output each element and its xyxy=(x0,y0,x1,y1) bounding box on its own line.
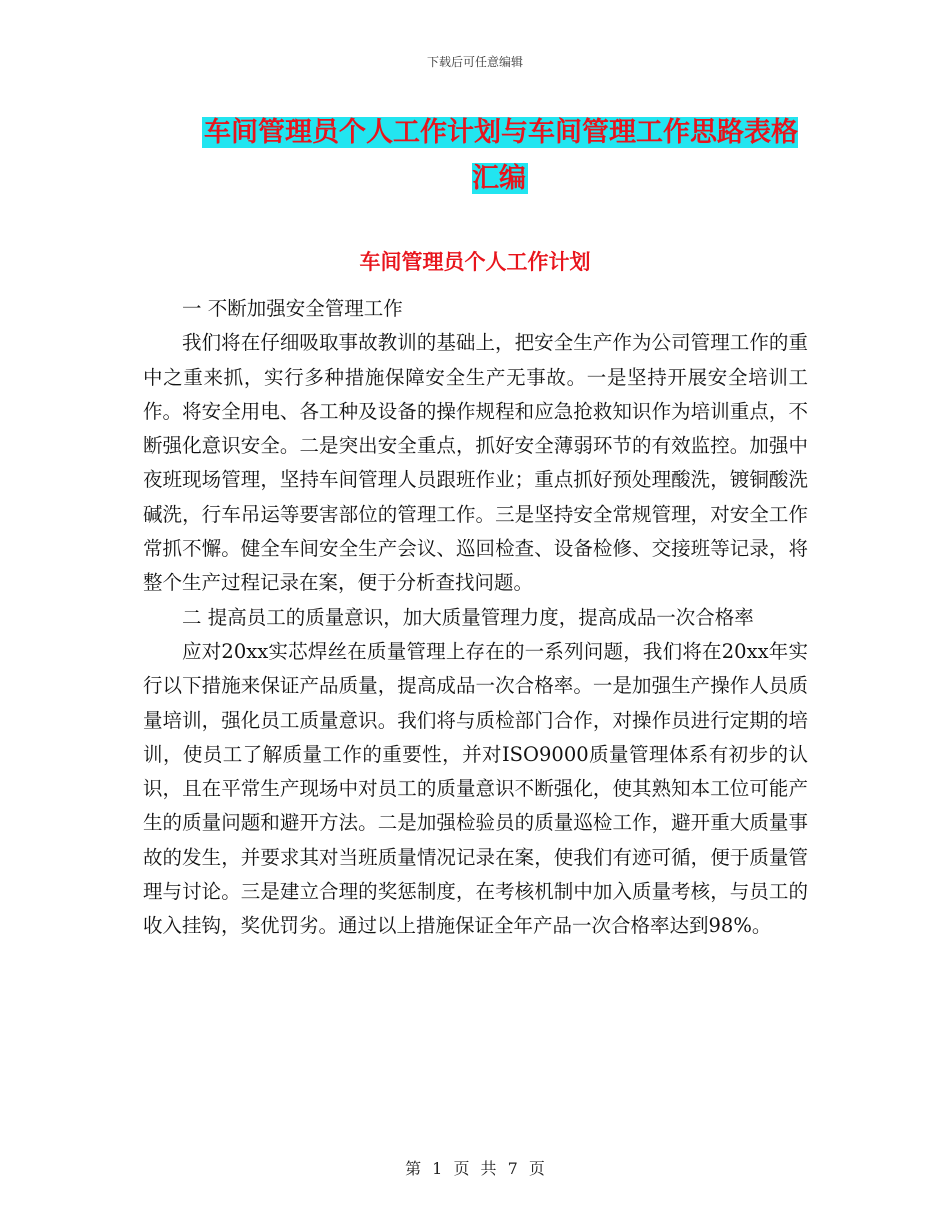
paragraph-safety-measures: 我们将在仔细吸取事故教训的基础上，把安全生产作为公司管理工作的重中之重来抓，实行多种措施保障安全生产无事故。一是坚持开展安全培训工作。将安全用电、各工种及设备的操作规程和应急抢救知识作为培训重点，不断强化意识安全。二是突出安全重点，抓好安全薄弱环节的有效监控。加强中夜班现场管理，坚持车间管理人员跟班作业；重点抓好预处理酸洗，镀铜酸洗碱洗，行车吊运等要害部位的管理工作。三是坚持安全常规管理，对安全工作常抓不懈。健全车间安全生产会议、巡回检查、设备检修、交接班等记录，将整个生产过程记录在案，便于分析查找问题。 xyxy=(143,331,808,595)
document-title xyxy=(190,110,810,202)
heading-safety-management: 一 不断加强安全管理工作 xyxy=(182,297,403,320)
document-body xyxy=(143,292,808,944)
header-note: 下载后可任意编辑 xyxy=(426,55,523,69)
page-number-footer: 第 1 页 共 7 页 xyxy=(405,1159,545,1178)
heading-quality-awareness: 二 提高员工的质量意识，加大质量管理力度，提高成品一次合格率 xyxy=(182,605,754,629)
document-title-text: 车间管理员个人工作计划与车间管理工作思路表格汇编 xyxy=(204,117,798,194)
paragraph-quality-measures: 应对20xx实芯焊丝在质量管理上存在的一系列问题，我们将在20xx年实行以下措施来保证产品质量，提高成品一次合格率。一是加强生产操作人员质量培训，强化员工质量意识。我们将与质检部门合作，对操作员进行定期的培训，使员工了解质量工作的重要性，并对ISO9000质量管理体系有初步的认识，且在平常生产现场中对员工的质量意识不断强化，使其熟知本工位可能产生的质量问题和避开方法。二是加强检验员的质量巡检工作，避开重大质量事故的发生，并要求其对当班质量情况记录在案，使我们有迹可循，便于质量管理与讨论。三是建立合理的奖惩制度，在考核机制中加入质量考核，与员工的收入挂钩，奖优罚劣。通过以上措施保证全年产品一次合格率达到98%。 xyxy=(143,639,808,938)
section-title: 车间管理员个人工作计划 xyxy=(359,250,591,274)
